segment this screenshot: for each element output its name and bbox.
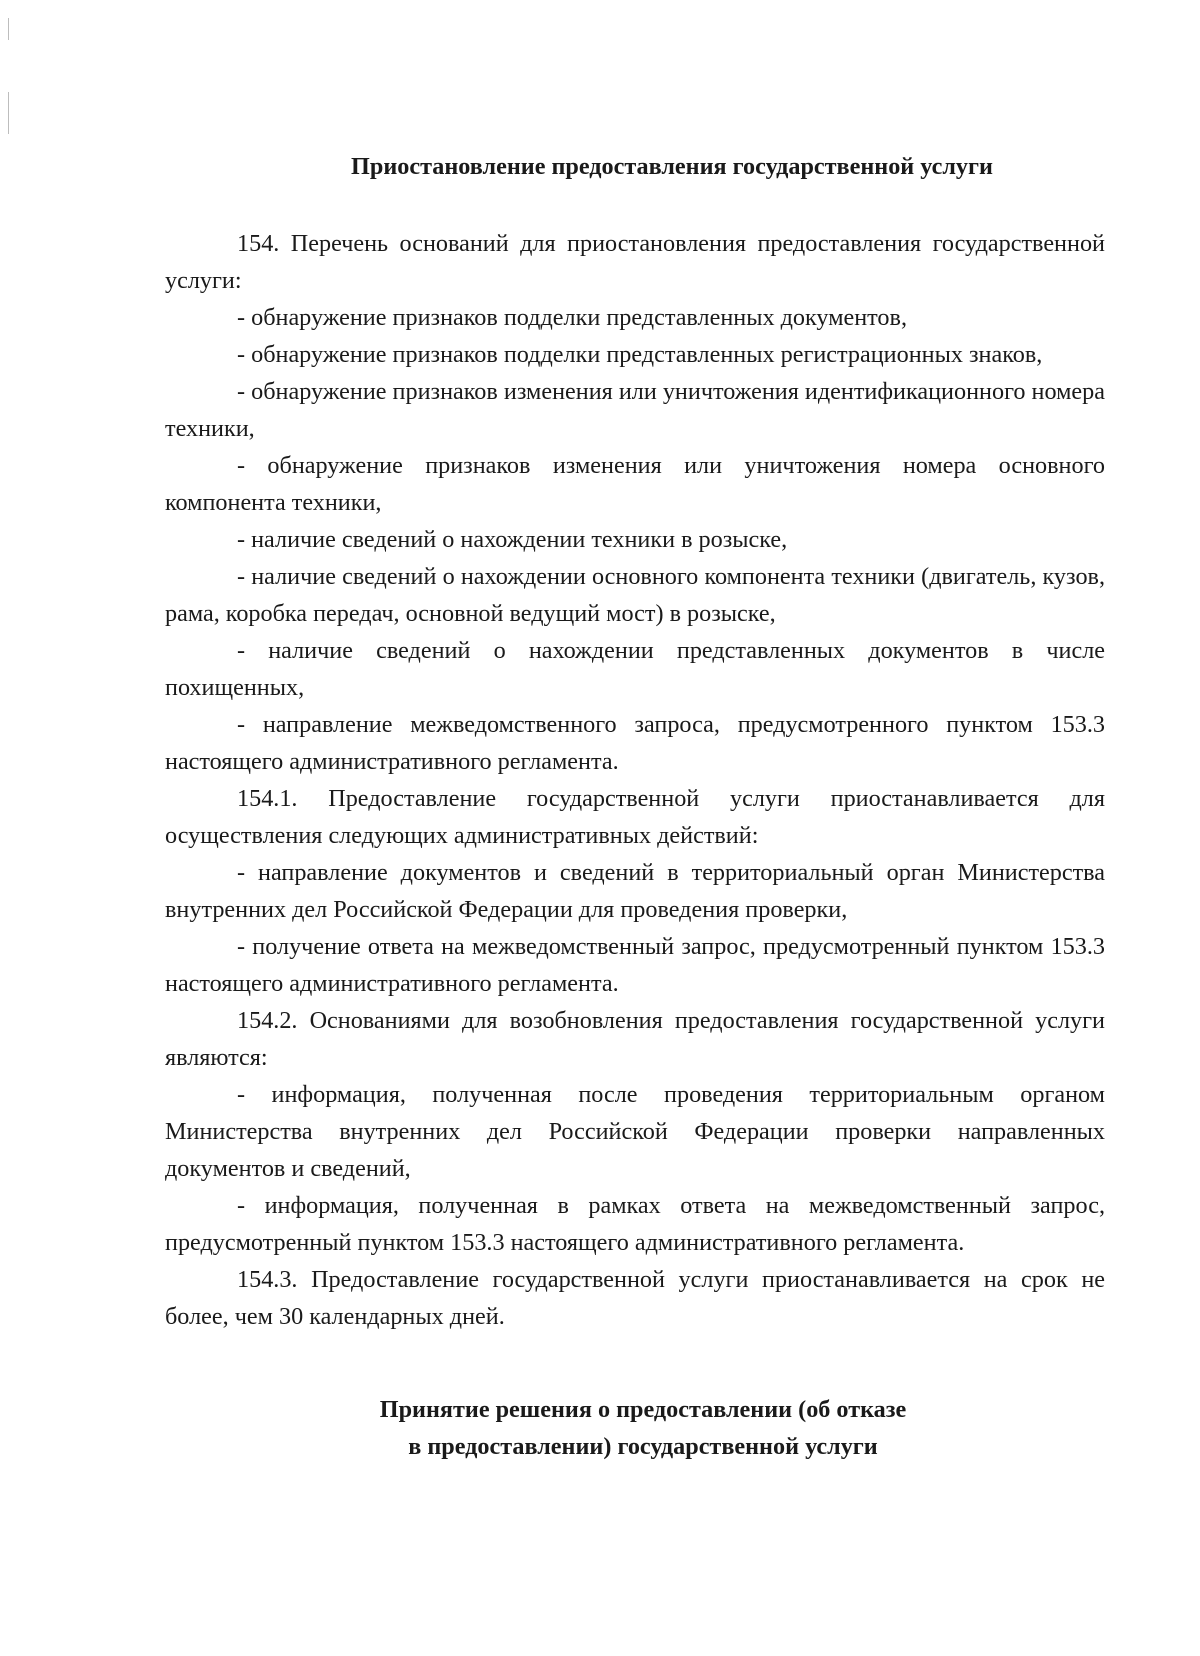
section-heading: Приостановление предоставления государственной услуги	[351, 153, 993, 180]
scan-edge-mark	[8, 18, 9, 40]
paragraph: - обнаружение признаков подделки представленных документов,	[237, 304, 907, 331]
document-body	[165, 148, 1105, 1465]
paragraph: - получение ответа на межведомственный запрос, предусмотренный пунктом 153.3 настоящего административного регламента.	[165, 933, 1105, 997]
section-heading-line: Принятие решения о предоставлении (об отказе	[379, 1396, 907, 1423]
paragraph: - наличие сведений о нахождении техники в розыске,	[237, 526, 788, 553]
paragraph: 154.1. Предоставление государственной услуги приостанавливается для осуществления следующих административных действий:	[165, 785, 1105, 849]
scan-edge-mark	[8, 92, 9, 134]
paragraph: - информация, полученная в рамках ответа на межведомственный запрос, предусмотренный пунктом 153.3 настоящего административного регламента.	[165, 1192, 1105, 1256]
paragraph: - направление документов и сведений в территориальный орган Министерства внутренних дел Российской Федерации для проведения проверки,	[165, 859, 1105, 923]
paragraph: - обнаружение признаков изменения или уничтожения номера основного компонента техники,	[165, 452, 1105, 516]
paragraph: - наличие сведений о нахождении основного компонента техники (двигатель, кузов, рама, коробка передач, основной ведущий мост) в розыске,	[165, 563, 1105, 627]
paragraph: 154. Перечень оснований для приостановления предоставления государственной услуги:	[165, 230, 1105, 294]
paragraph: - наличие сведений о нахождении представленных документов в числе похищенных,	[165, 637, 1105, 701]
paragraph: - направление межведомственного запроса, предусмотренного пунктом 153.3 настоящего административного регламента.	[165, 711, 1105, 775]
paragraph: - обнаружение признаков подделки представленных регистрационных знаков,	[237, 341, 1043, 368]
paragraph: - информация, полученная после проведения территориальным органом Министерства внутренних дел Российской Федерации проверки направленных документов и сведений,	[165, 1081, 1105, 1182]
paragraph: 154.2. Основаниями для возобновления предоставления государственной услуги являются:	[165, 1007, 1105, 1071]
section-heading	[165, 1391, 1105, 1465]
section-heading-line: в предоставлении) государственной услуги	[408, 1433, 878, 1460]
paragraph: - обнаружение признаков изменения или уничтожения идентификационного номера техники,	[165, 378, 1105, 442]
paragraph: 154.3. Предоставление государственной услуги приостанавливается на срок не более, чем 30 календарных дней.	[165, 1266, 1105, 1330]
